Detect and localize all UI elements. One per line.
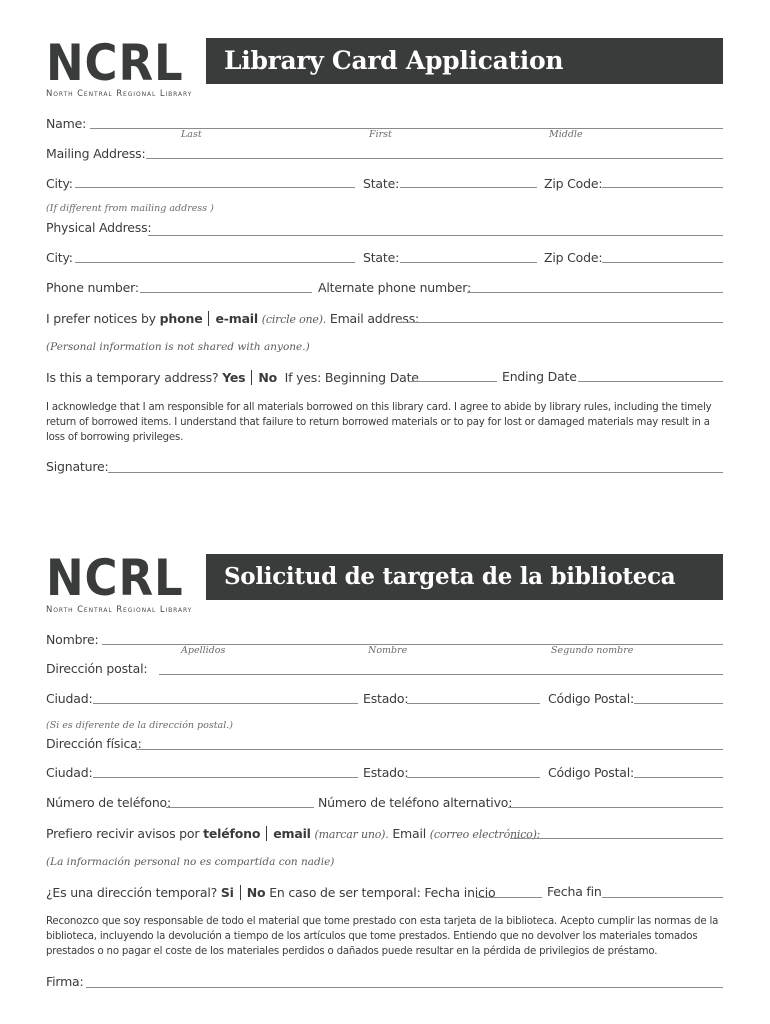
state-field[interactable] [400,187,537,188]
notice-phone-option[interactable]: phone [159,311,203,326]
temp-no-option-es[interactable]: No [246,885,266,900]
state-field-es[interactable] [407,703,540,704]
phone-field-es[interactable] [166,807,314,808]
city-field-es[interactable] [93,703,358,704]
zip-label-es-2: Código Postal: [548,765,635,780]
temp-no-option[interactable]: No [258,370,278,385]
zip-field-es[interactable] [634,703,723,704]
state-label-es-2: Estado: [363,765,409,780]
ending-date-label-es: Fecha fin [547,884,602,899]
ending-date-label: Ending Date [502,369,577,384]
beginning-date-field[interactable] [409,381,497,382]
city-field-es-2[interactable] [93,777,358,778]
alt-phone-label-es: Número de teléfono alternativo: [318,795,513,810]
city-label-2: City: [46,250,73,265]
state-label-2: State: [363,250,400,265]
zip-label-2: Zip Code: [544,250,603,265]
notice-preference-es: Prefiero recivir avisos por teléfono email (marcar uno). Email (correo electrónico): [46,826,541,841]
name-first-hint: First [369,129,392,140]
if-different-note: (If different from mailing address ) [46,203,214,214]
signature-label: Signature: [46,459,109,474]
email-field-es[interactable] [510,838,723,839]
ncrl-logo-es: NCRL [46,549,184,607]
temp-yes-option[interactable]: Yes [222,370,246,385]
phone-label: Phone number: [46,280,139,295]
phone-label-es: Número de teléfono: [46,795,172,810]
privacy-note-es: (La información personal no es compartida con nadie) [46,856,335,868]
if-different-note-es: (Si es diferente de la dirección postal.) [46,720,233,731]
logo-subtitle-es: North Central Regional Library [46,605,193,615]
name-middle-hint: Middle [549,129,583,140]
name-last-hint-es: Apellidos [181,645,226,656]
ending-date-field-es[interactable] [602,897,723,898]
logo-subtitle: North Central Regional Library [46,89,193,99]
zip-label: Zip Code: [544,176,603,191]
physical-address-field[interactable] [148,235,723,236]
signature-field[interactable] [108,472,723,473]
name-label: Name: [46,116,87,131]
form-title-es: Solicitud de targeta de la biblioteca [206,554,723,600]
privacy-note: (Personal information is not shared with anyone.) [46,341,310,353]
beginning-date-field-es[interactable] [476,897,542,898]
name-first-hint-es: Nombre [368,645,408,656]
physical-address-label-es: Dirección física: [46,736,142,751]
zip-field-2[interactable] [602,262,723,263]
ncrl-logo: NCRL [46,34,184,92]
notice-phone-option-es[interactable]: teléfono [203,826,261,841]
notice-email-option[interactable]: e-mail [215,311,258,326]
form-title: Library Card Application [206,38,723,84]
notice-email-option-es[interactable]: email [273,826,311,841]
temp-address-row-es: ¿Es una dirección temporal? Si No En caso de ser temporal: Fecha inicio [46,885,496,900]
state-label-es: Estado: [363,691,409,706]
name-last-hint: Last [181,129,202,140]
name-middle-hint-es: Segundo nombre [551,645,634,656]
mailing-address-label-es: Dirección postal: [46,661,148,676]
physical-address-field-es[interactable] [136,749,723,750]
ending-date-field[interactable] [578,381,723,382]
mailing-address-field-es[interactable] [159,674,723,675]
signature-label-es: Firma: [46,974,84,989]
city-field-2[interactable] [75,262,355,263]
city-field[interactable] [75,187,355,188]
mailing-address-label: Mailing Address: [46,146,146,161]
state-field-2[interactable] [400,262,537,263]
alt-phone-field-es[interactable] [508,807,723,808]
alt-phone-field[interactable] [467,292,723,293]
zip-label-es: Código Postal: [548,691,635,706]
state-field-es-2[interactable] [407,777,540,778]
alt-phone-label: Alternate phone number: [318,280,471,295]
city-label: City: [46,176,73,191]
signature-field-es[interactable] [86,987,723,988]
notice-preference: I prefer notices by phone e-mail (circle one). Email address: [46,311,420,326]
zip-field-es-2[interactable] [634,777,723,778]
city-label-es-2: Ciudad: [46,765,93,780]
temp-address-row: Is this a temporary address? Yes No If yes: Beginning Date [46,370,419,385]
name-label-es: Nombre: [46,632,99,647]
state-label: State: [363,176,400,191]
zip-field[interactable] [602,187,723,188]
city-label-es: Ciudad: [46,691,93,706]
phone-field[interactable] [140,292,312,293]
acknowledgement-text: I acknowledge that I am responsible for all materials borrowed on this library card. I agree to abide by library rules, including the timely return of borrowed items. I understand that failure to return borrowed materials or to pay for lost or damaged materials may result in a loss of borrowing privileges. [46,402,712,443]
mailing-address-field[interactable] [146,158,723,159]
physical-address-label: Physical Address: [46,220,152,235]
email-field[interactable] [398,322,723,323]
temp-yes-option-es[interactable]: Si [220,885,234,900]
acknowledgement-text-es: Reconozco que soy responsable de todo el material que tome prestado con esta tarjeta de la biblioteca. Acepto cumplir las normas de la biblioteca, incluyendo la devolución a tiempo de los artículos que tome prestados. Entiendo que no devolver los materiales tomados prestados o no pagar el coste de los materiales perdidos o dañados puede resultar en la pérdida de privilegios de préstamo. [46,916,719,957]
